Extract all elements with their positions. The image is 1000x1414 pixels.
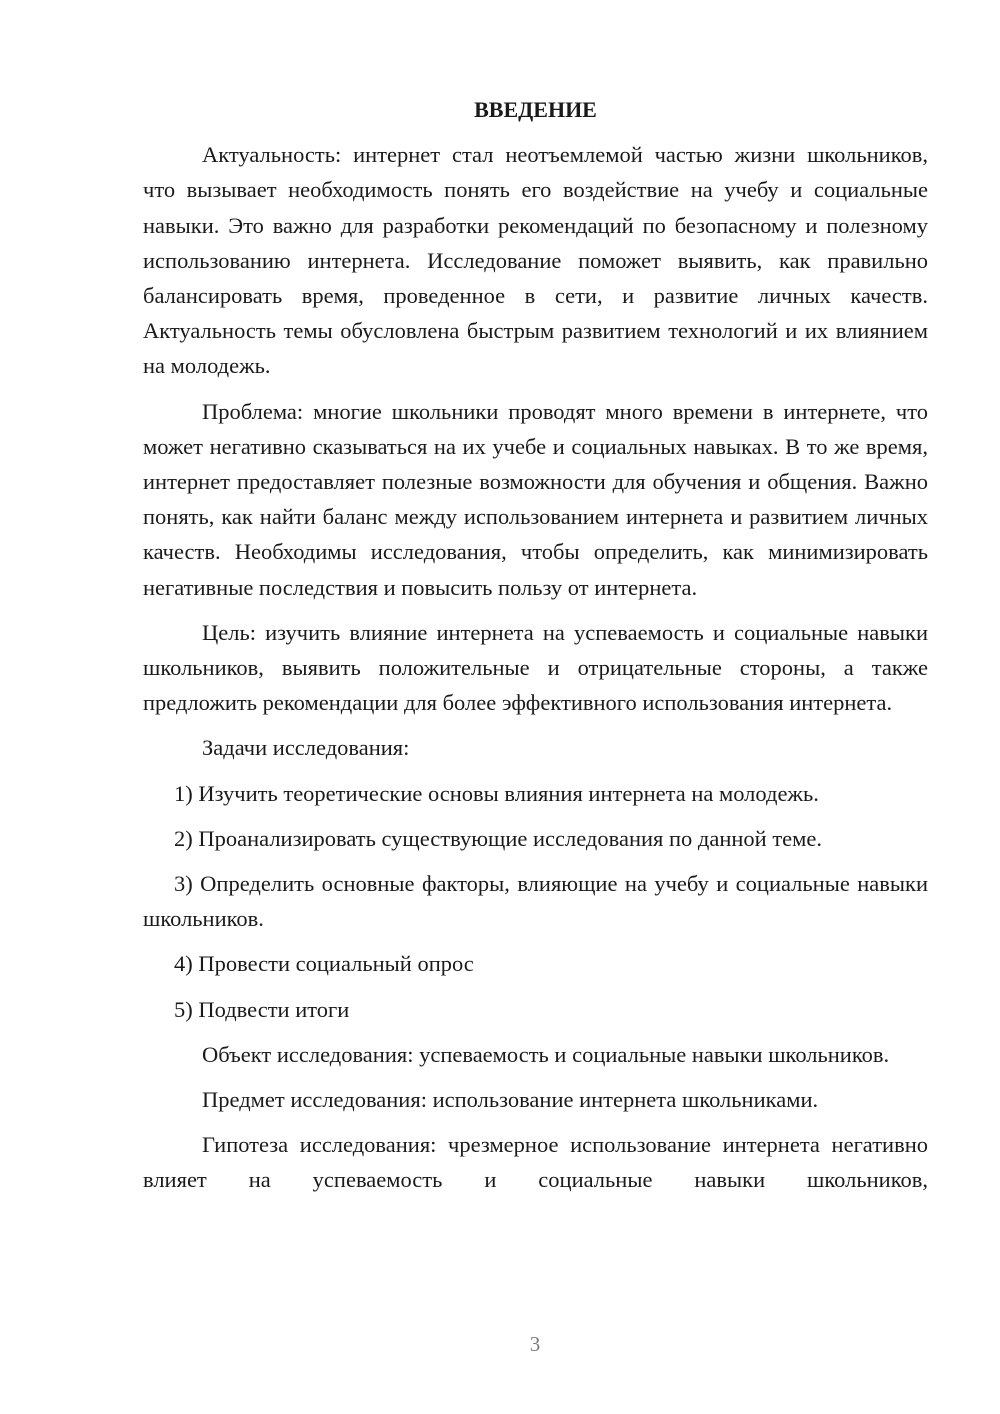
- page-content: [143, 92, 928, 1198]
- task-item-1: 1) Изучить теоретические основы влияния интернета на молодежь.: [174, 780, 819, 806]
- task-item-5: 5) Подвести итоги: [174, 996, 350, 1022]
- task-item-3: 3) Определить основные факторы, влияющие на учебу и социальные навыки школьников.: [143, 871, 928, 932]
- object-paragraph: Объект исследования: успеваемость и социальные навыки школьников.: [202, 1041, 890, 1067]
- subject-paragraph: Предмет исследования: использование интернета школьниками.: [202, 1087, 819, 1113]
- task-item-4: 4) Провести социальный опрос: [174, 951, 474, 977]
- section-title: ВВЕДЕНИЕ: [474, 97, 597, 122]
- page-number: 3: [529, 1332, 541, 1356]
- tasks-heading: Задачи исследования:: [202, 735, 410, 761]
- problem-paragraph: Проблема: многие школьники проводят много времени в интернете, что может негативно сказываться на их учебе и социальных навыках. В то же время, интернет предоставляет полезные возможности для обучения и общения. Важно понять, как найти баланс между использованием интернета и развитием личных качеств. Необходимы исследования, чтобы определить, как минимизировать негативные последствия и повысить пользу от интернета.: [143, 398, 928, 600]
- goal-paragraph: Цель: изучить влияние интернета на успеваемость и социальные навыки школьников, выявить положительные и отрицательные стороны, а также предложить рекомендации для более эффективного использования интернета.: [143, 619, 928, 716]
- task-item-2: 2) Проанализировать существующие исследования по данной теме.: [174, 825, 823, 851]
- hypothesis-paragraph: Гипотеза исследования: чрезмерное использование интернета негативно влияет на успеваемость и социальные навыки школьников,: [143, 1132, 928, 1193]
- relevance-paragraph: Актуальность: интернет стал неотъемлемой частью жизни школьников, что вызывает необходимость понять его воздействие на учебу и социальные навыки. Это важно для разработки рекомендаций по безопасному и полезному использованию интернета. Исследование поможет выявить, как правильно балансировать время, проведенное в сети, и развитие личных качеств. Актуальность темы обусловлена быстрым развитием технологий и их влиянием на молодежь.: [143, 142, 928, 379]
